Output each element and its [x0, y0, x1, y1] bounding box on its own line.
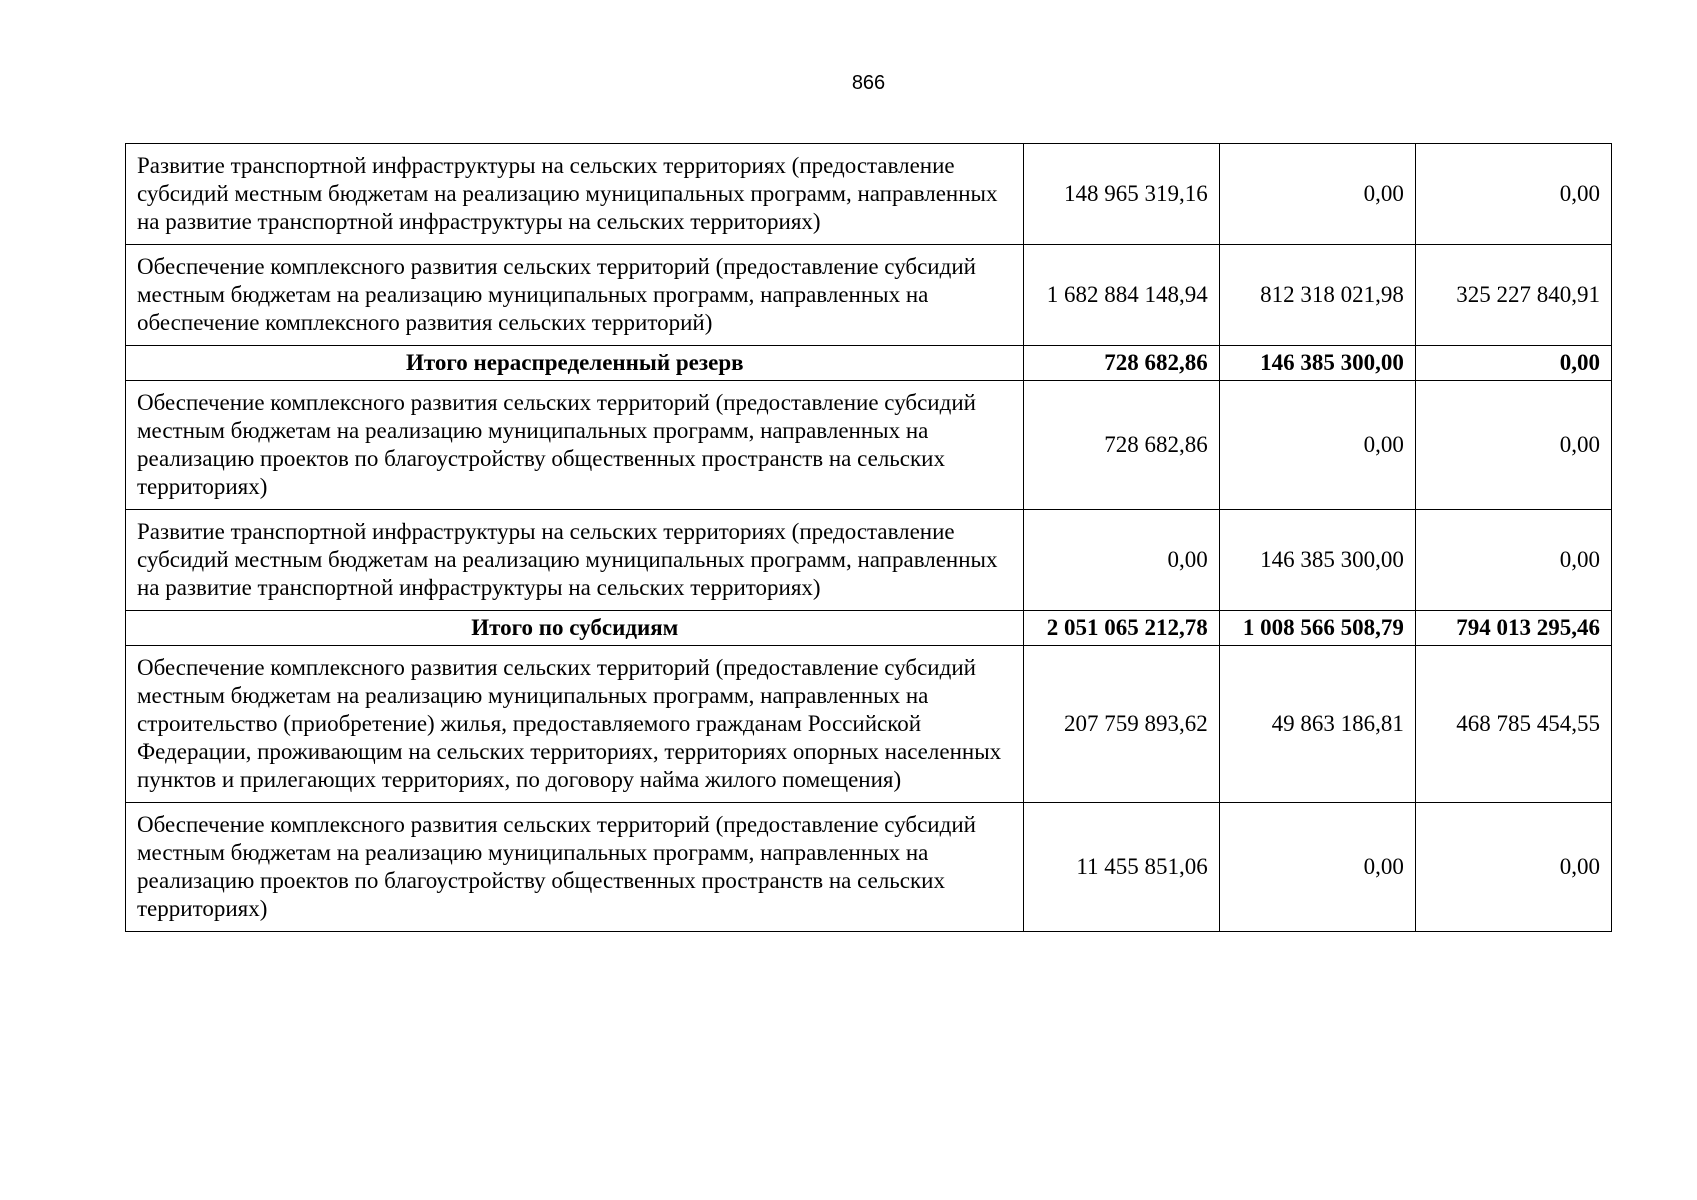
- value-col-3: 0,00: [1415, 381, 1611, 510]
- value-col-2: 0,00: [1219, 144, 1415, 245]
- total-value-col-1: 728 682,86: [1023, 346, 1219, 381]
- total-row-subsidies: [126, 611, 1612, 646]
- table-row: [126, 144, 1612, 245]
- total-value-col-3: 794 013 295,46: [1415, 611, 1611, 646]
- value-col-2: 812 318 021,98: [1219, 245, 1415, 346]
- table-row: [126, 245, 1612, 346]
- value-col-3: 0,00: [1415, 803, 1611, 932]
- value-col-3: 0,00: [1415, 510, 1611, 611]
- row-description: Обеспечение комплексного развития сельских территорий (предоставление субсидий местным бюджетам на реализацию муниципальных программ, направленных на реализацию проектов по благоустройству общественных пространств на сельских территориях): [126, 803, 1024, 932]
- value-col-2: 49 863 186,81: [1219, 646, 1415, 803]
- budget-table: [125, 143, 1612, 932]
- table-row: [126, 803, 1612, 932]
- total-value-col-2: 1 008 566 508,79: [1219, 611, 1415, 646]
- table-row: [126, 510, 1612, 611]
- row-description: Развитие транспортной инфраструктуры на сельских территориях (предоставление субсидий местным бюджетам на реализацию муниципальных программ, направленных на развитие транспортной инфраструктуры на сельских территориях): [126, 144, 1024, 245]
- value-col-1: 148 965 319,16: [1023, 144, 1219, 245]
- total-value-col-2: 146 385 300,00: [1219, 346, 1415, 381]
- value-col-1: 1 682 884 148,94: [1023, 245, 1219, 346]
- value-col-1: 11 455 851,06: [1023, 803, 1219, 932]
- total-value-col-3: 0,00: [1415, 346, 1611, 381]
- value-col-1: 207 759 893,62: [1023, 646, 1219, 803]
- total-label: Итого нераспределенный резерв: [126, 346, 1024, 381]
- page-number: 866: [851, 72, 886, 94]
- total-value-col-1: 2 051 065 212,78: [1023, 611, 1219, 646]
- value-col-3: 325 227 840,91: [1415, 245, 1611, 346]
- row-description: Обеспечение комплексного развития сельских территорий (предоставление субсидий местным бюджетам на реализацию муниципальных программ, направленных на обеспечение комплексного развития сельских территорий): [126, 245, 1024, 346]
- value-col-1: 0,00: [1023, 510, 1219, 611]
- row-description: Обеспечение комплексного развития сельских территорий (предоставление субсидий местным бюджетам на реализацию муниципальных программ, направленных на строительство (приобретение) жилья, предоставляемого гражданам Российской Федерации, проживающим на сельских территориях, территориях опорных населенных пунктов и прилегающих территориях, по договору найма жилого помещения): [126, 646, 1024, 803]
- value-col-3: 468 785 454,55: [1415, 646, 1611, 803]
- value-col-2: 0,00: [1219, 803, 1415, 932]
- total-label: Итого по субсидиям: [126, 611, 1024, 646]
- row-description: Развитие транспортной инфраструктуры на сельских территориях (предоставление субсидий местным бюджетам на реализацию муниципальных программ, направленных на развитие транспортной инфраструктуры на сельских территориях): [126, 510, 1024, 611]
- value-col-1: 728 682,86: [1023, 381, 1219, 510]
- total-row-unallocated-reserve: [126, 346, 1612, 381]
- table-row: [126, 381, 1612, 510]
- value-col-2: 0,00: [1219, 381, 1415, 510]
- value-col-3: 0,00: [1415, 144, 1611, 245]
- table-row: [126, 646, 1612, 803]
- value-col-2: 146 385 300,00: [1219, 510, 1415, 611]
- row-description: Обеспечение комплексного развития сельских территорий (предоставление субсидий местным бюджетам на реализацию муниципальных программ, направленных на реализацию проектов по благоустройству общественных пространств на сельских территориях): [126, 381, 1024, 510]
